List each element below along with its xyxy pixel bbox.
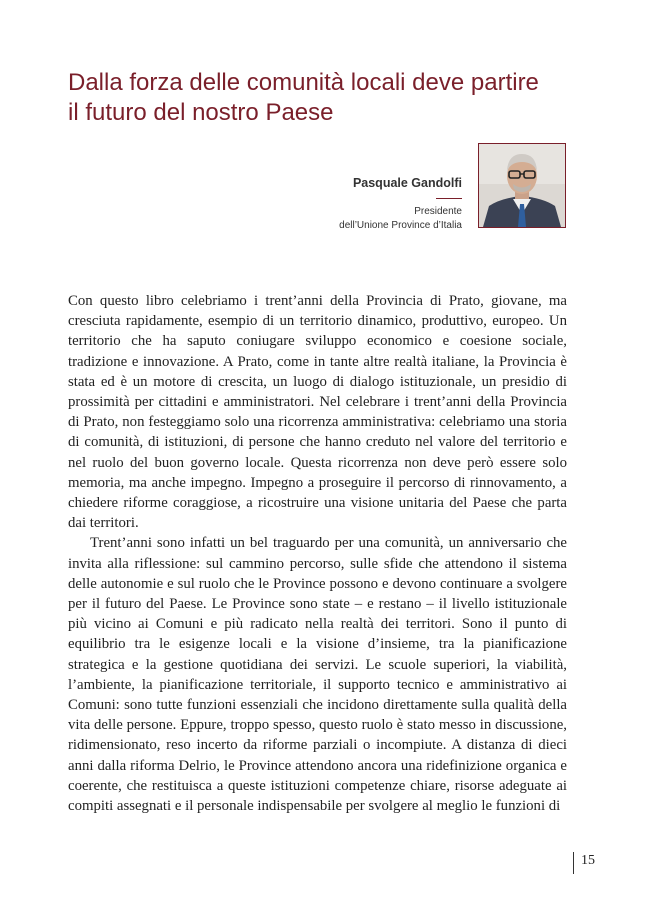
author-photo	[478, 143, 566, 228]
page-number-divider	[573, 852, 574, 874]
article-title-line-1: Dalla forza delle comunità locali deve partire	[68, 69, 539, 96]
article-title	[68, 68, 568, 128]
article-title-line-2: il futuro del nostro Paese	[68, 99, 334, 126]
body-paragraph-1: Con questo libro celebriamo i trent’anni della Provincia di Prato, giovane, ma cresciuta rapidamente, esempio di un territorio dinamico, produttivo, europeo. Un territorio che ha saputo coniugare sviluppo economico e coesione sociale, tradizione e innovazione. A Prato, come in tante altre realtà italiane, la Provincia è stata ed è un motore di crescita, un luogo di dialogo istituzionale, un presidio di prossimità per cittadini e amministratori. Nel celebrare i trent’anni della Provincia di Prato, non festeggiamo solo una ricorrenza amministrativa: celebriamo una storia di comunità, di istituzioni, di persone che hanno creduto nel valore del territorio e nel ruolo del buon governo locale. Questa ricorrenza non deve però essere solo memoria, ma anche impegno. Impegno a proseguire il percorso di rinnovamento, a chiedere riforme coraggiose, a ricostruire una visione unitaria del Paese che parta dai territori.	[68, 293, 567, 532]
body-paragraph-2: Trent’anni sono infatti un bel traguardo per una comunità, un anniversario che invita alla riflessione: sul cammino percorso, sulle sfide che attendono il sistema delle autonomie e sul ruolo che le Province possono e devono continuare a svolgere per il futuro del Paese. Le Province sono state – e restano – il livello istituzionale più vicino ai Comuni e più radicato nella realtà dei territori. Sono il punto di equilibrio tra le esigenze locali e la visione d’insieme, tra la pianificazione strategica e la gestione quotidiana dei servizi. Le scuole superiori, la viabilità, l’ambiente, la pianificazione territoriale, il supporto tecnico e amministrativo ai Comuni: sono tutte funzioni essenziali che incidono direttamente sulla qualità della vita delle persone. Eppure, troppo spesso, questo ruolo è stato messo in discussione, ridimensionato, reso incerto da riforme parziali o incompiute. A distanza di dieci anni dalla riforma Delrio, le Province attendono ancora una ridefinizione organica e coerente, che restituisca a queste istituzioni competenze chiare, risorse adeguate ai compiti assegnati e il personale indispensabile per svolgere al meglio le funzioni di	[68, 535, 567, 815]
author-role-line-2: dell’Unione Province d’Italia	[339, 220, 462, 231]
author-block	[339, 175, 462, 233]
page-number: 15	[581, 853, 595, 868]
author-name: Pasquale Gandolfi	[352, 176, 462, 190]
author-role-line-1: Presidente	[414, 206, 462, 217]
article-body	[68, 291, 567, 816]
author-divider	[436, 198, 462, 199]
